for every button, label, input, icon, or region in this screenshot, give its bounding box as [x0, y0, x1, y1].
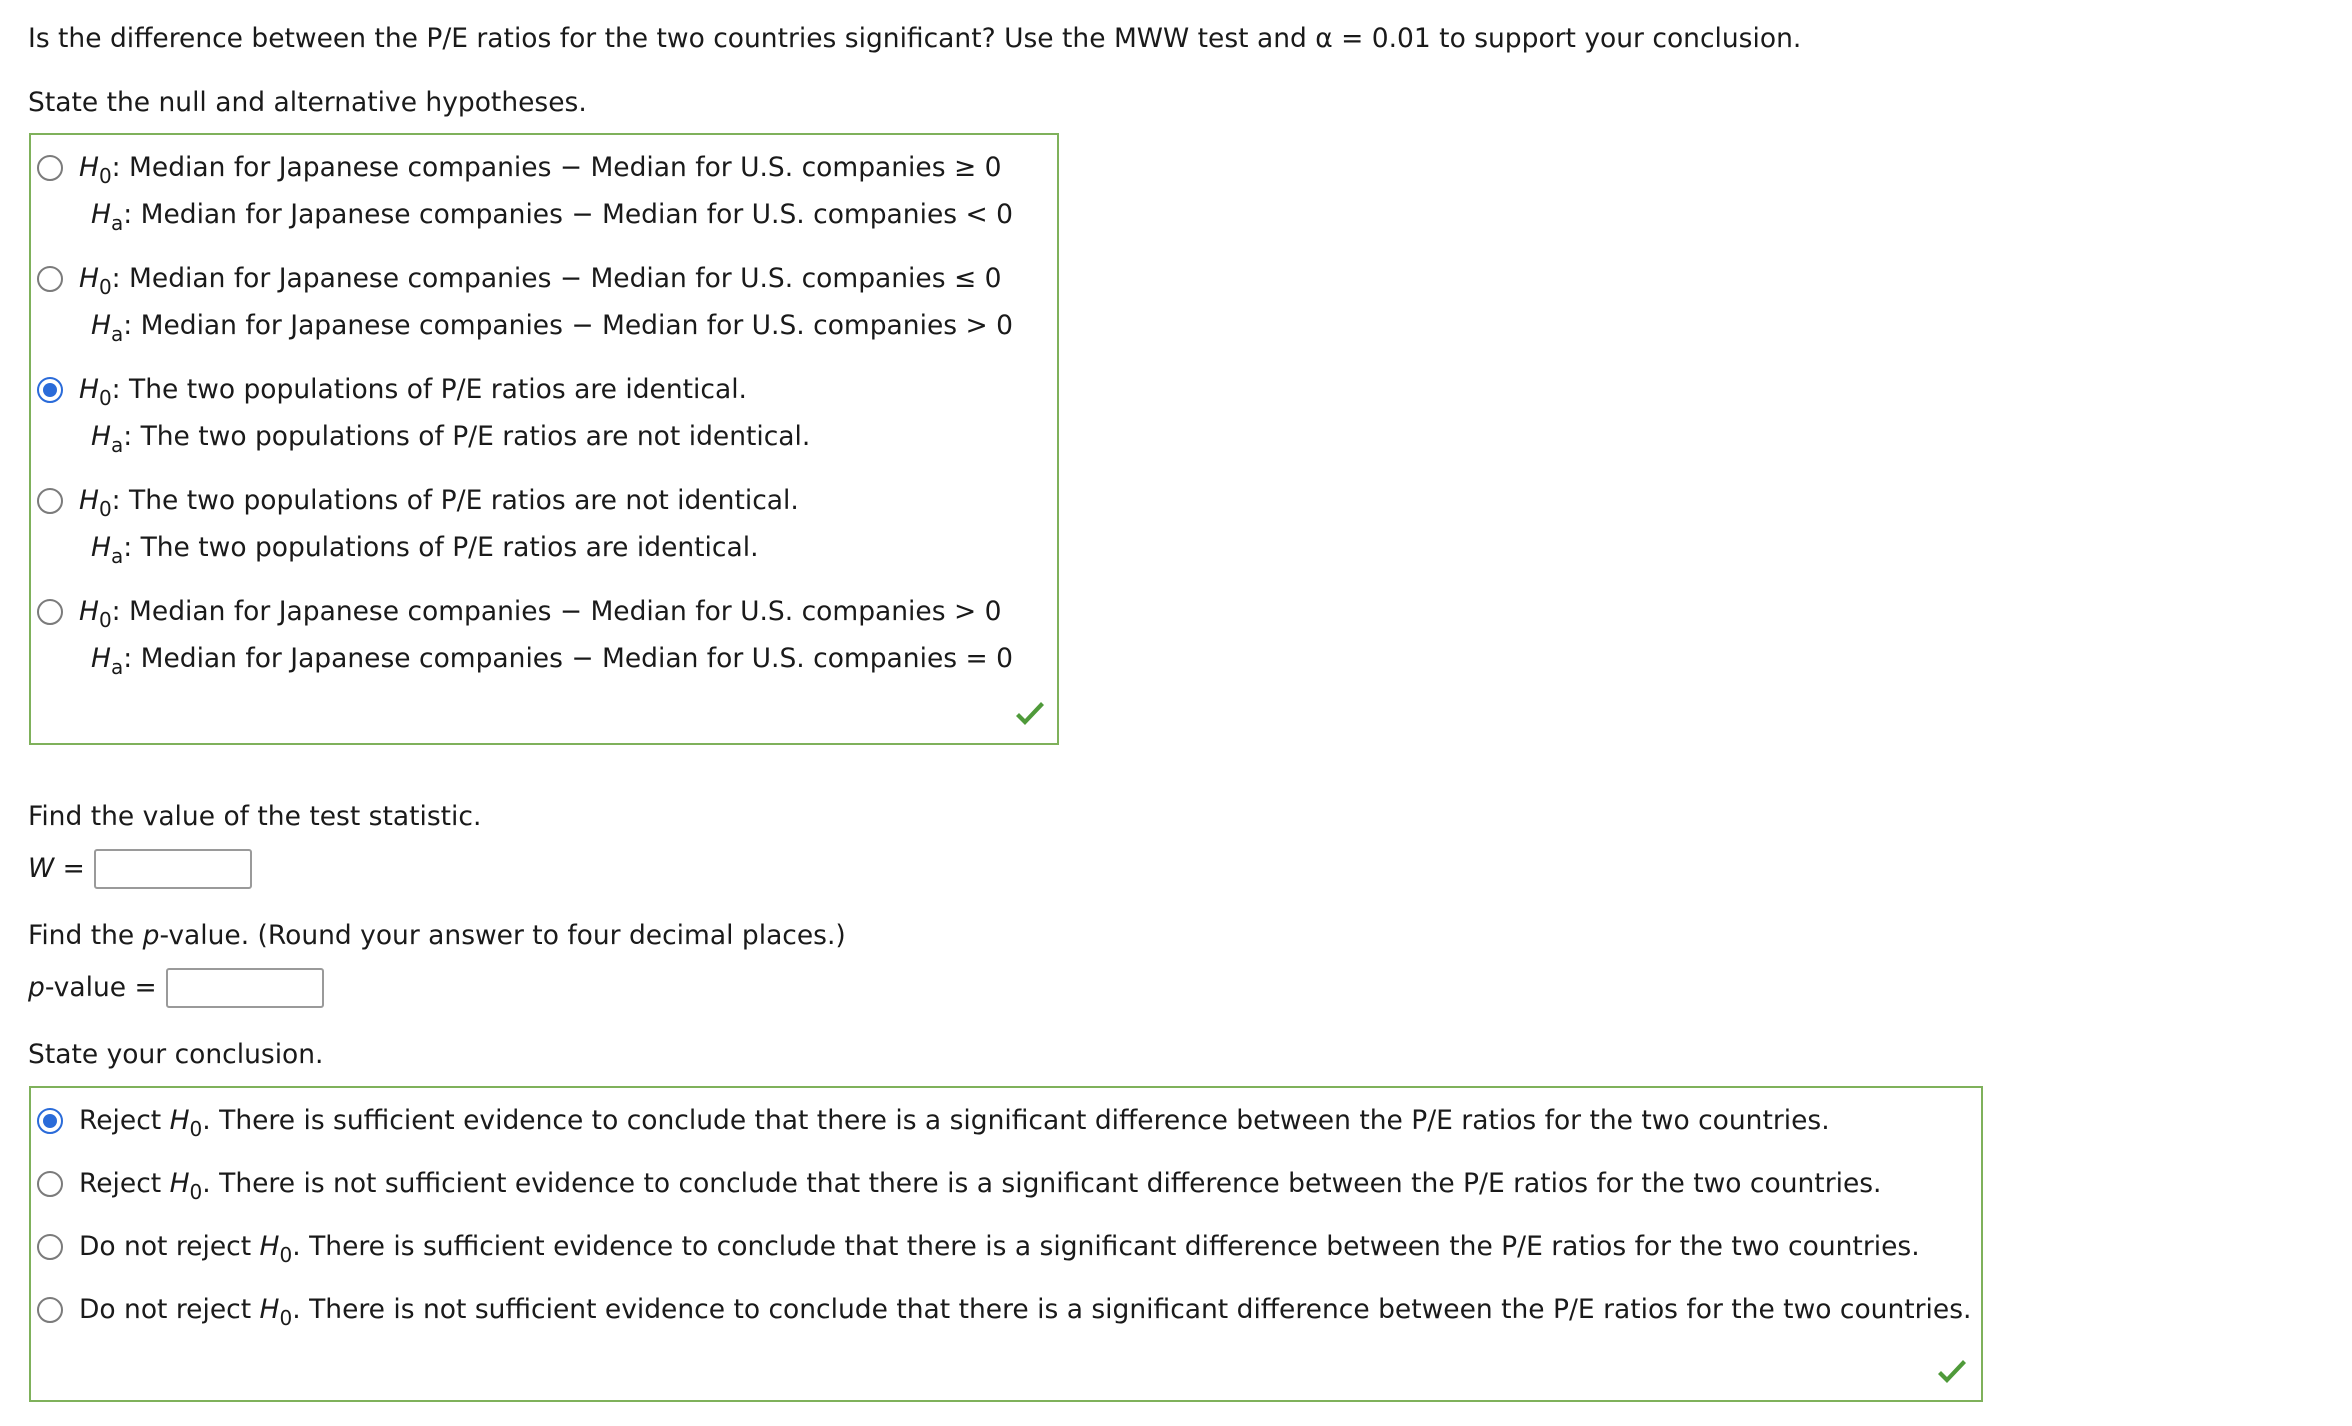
radio-button[interactable] [37, 599, 63, 625]
conclusion-answer-box [29, 1086, 1983, 1402]
conclusion-text: Reject $H_0$. There is not sufficient evidence to conclude that there is a significant difference between the P/E ratios for the two countries. [79, 1168, 1882, 1204]
hypotheses-prompt: State the null and alternative hypotheses. [28, 87, 587, 118]
radio-button[interactable] [37, 1234, 63, 1260]
conclusion-prompt: State your conclusion. [28, 1039, 324, 1070]
null-hypothesis: $H_0$: Median for Japanese companies − Median for U.S. companies ≤ 0 [79, 263, 1002, 299]
test-statistic-input[interactable] [94, 849, 252, 889]
alternative-hypothesis: $H_a$: Median for Japanese companies − Median for U.S. companies = 0 [91, 643, 1013, 679]
radio-button-selected[interactable] [37, 377, 63, 403]
radio-button[interactable] [37, 266, 63, 292]
conclusion-text: Reject $H_0$. There is sufficient evidence to conclude that there is a significant difference between the P/E ratios for the two countries. [79, 1105, 1830, 1141]
conclusion-text: Do not reject $H_0$. There is sufficient evidence to conclude that there is a significant difference between the P/E ratios for the two countries. [79, 1231, 1920, 1267]
alternative-hypothesis: $H_a$: The two populations of P/E ratios are identical. [91, 532, 759, 568]
null-hypothesis: $H_0$: Median for Japanese companies − Median for U.S. companies > 0 [79, 596, 1002, 632]
radio-button[interactable] [37, 155, 63, 181]
null-hypothesis: $H_0$: Median for Japanese companies − Median for U.S. companies ≥ 0 [79, 152, 1002, 188]
alternative-hypothesis: $H_a$: Median for Japanese companies − Median for U.S. companies < 0 [91, 199, 1013, 235]
alternative-hypothesis: $H_a$: The two populations of P/E ratios are not identical. [91, 421, 811, 457]
radio-button[interactable] [37, 488, 63, 514]
p-value-label: p-value = [28, 972, 157, 1003]
radio-button[interactable] [37, 1171, 63, 1197]
conclusion-text: Do not reject $H_0$. There is not sufficient evidence to conclude that there is a significant difference between the P/E ratios for the two countries. [79, 1294, 1972, 1330]
checkmark-icon [1935, 1359, 1969, 1387]
test-statistic-prompt: Find the value of the test statistic. [28, 801, 482, 832]
test-statistic-label: W = [28, 853, 85, 884]
alternative-hypothesis: $H_a$: Median for Japanese companies − Median for U.S. companies > 0 [91, 310, 1013, 346]
question-text: Is the difference between the P/E ratios for the two countries significant? Use the MWW test and α = 0.01 to support your conclusion. [28, 23, 1802, 54]
null-hypothesis: $H_0$: The two populations of P/E ratios are not identical. [79, 485, 799, 521]
p-value-input[interactable] [166, 968, 324, 1008]
null-hypothesis: $H_0$: The two populations of P/E ratios are identical. [79, 374, 747, 410]
p-value-prompt: Find the p-value. (Round your answer to four decimal places.) [28, 920, 846, 951]
hypotheses-answer-box [29, 133, 1059, 745]
radio-button-selected[interactable] [37, 1108, 63, 1134]
checkmark-icon [1013, 701, 1047, 729]
radio-button[interactable] [37, 1297, 63, 1323]
